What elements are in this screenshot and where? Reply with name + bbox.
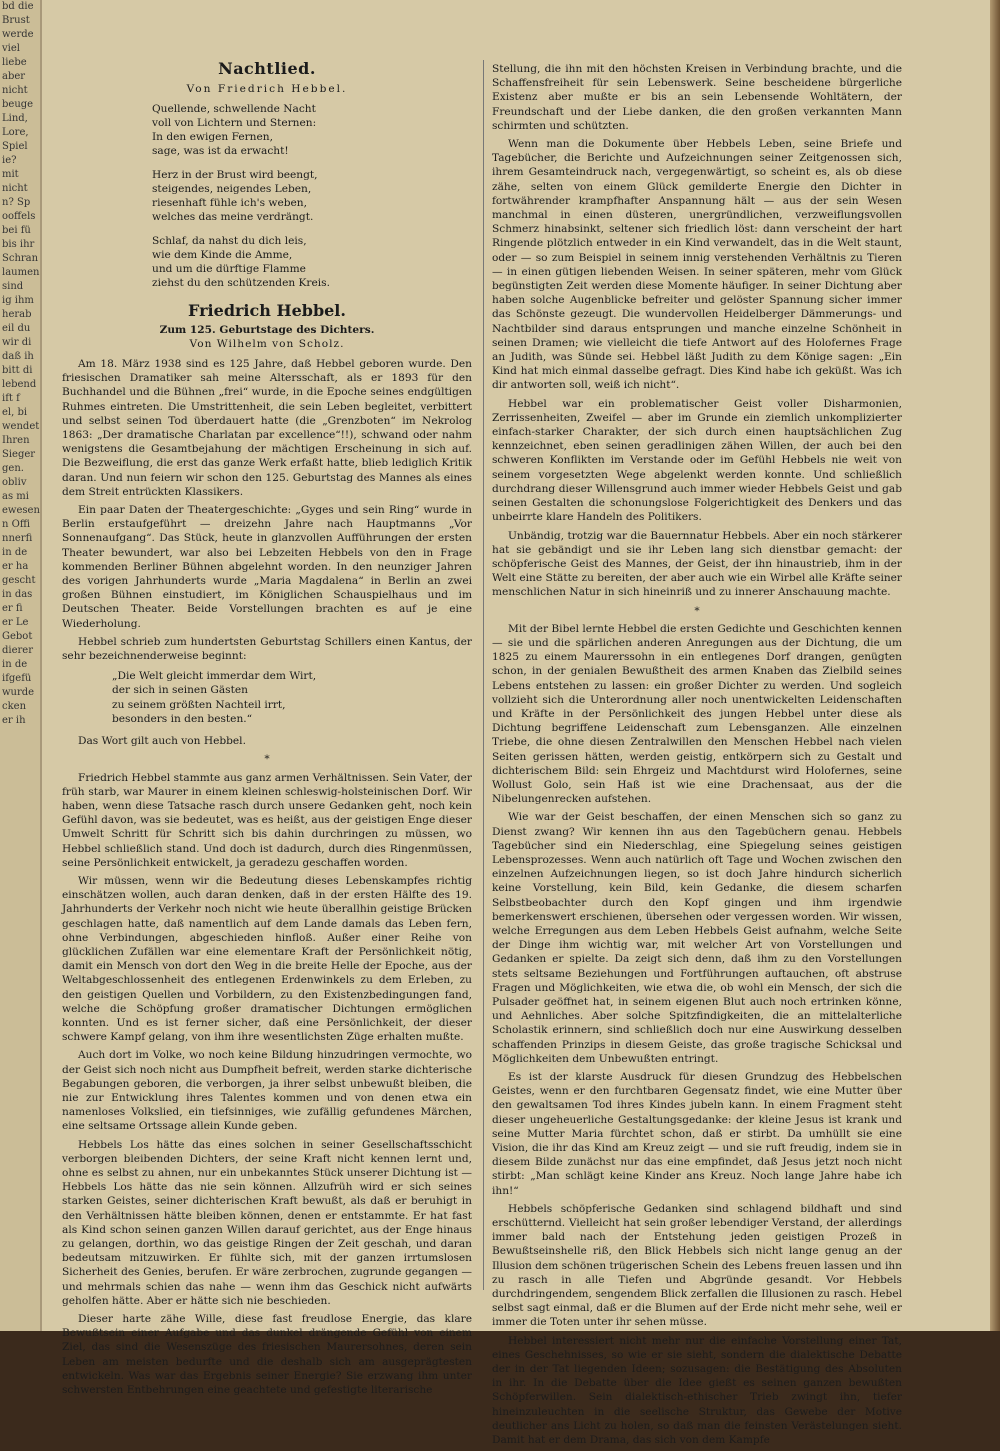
previous-page-fragment: in das [2, 589, 33, 600]
previous-page-fragment: beuge [2, 99, 34, 110]
poem-line: Herz in der Brust wird beengt, [152, 169, 318, 182]
previous-page-fragment: n? Sp [2, 197, 31, 208]
previous-page-fragment: laumen [2, 267, 40, 278]
paragraph: Unbändig, trotzig war die Bauernnatur Hebbels. Aber ein noch stärkerer hat sie gebändigt und sie ihr Leben lang sich dienstbar gemacht: der schöpferische Geist des Mannes, der Geist, der ihn hinaustrieb, ihm in der Welt eine Stätte zu bereiten, der aber auch wie ein Wirbel alle Kräfte seiner menschlichen Natur in sich hineinriß und zu innerer Anschauung machte. [492, 529, 902, 599]
paragraph: Dieser harte zähe Wille, diese fast freudlose Energie, das klare Bewußtsein einer Aufgabe und das dunkel drängende Gefühl von einem Ziel, das sind die Wesenszüge des friesischen Maurersohnes, deren sein Leben am meisten bedurfte und die deshalb sich am ausgeprägtesten entwickeln. Was war das Ergebnis seiner Energie? Sie erzwang ihm unter schwersten Entbehrungen eine geachtete und gefestigte literarische [62, 1313, 472, 1397]
paragraph: Hebbel schrieb zum hundertsten Geburtstag Schillers einen Kantus, der sehr bezeichnenderweise beginnt: [62, 635, 472, 663]
schiller-quote [112, 669, 472, 726]
previous-page-fragment: Gebot [2, 631, 33, 642]
poem-line: ziehst du den schützenden Kreis. [152, 277, 330, 290]
previous-page-fragment: ifgefü [2, 673, 32, 684]
quote-line: zu seinem größten Nachteil irrt, [112, 698, 286, 711]
poem-line: welches das meine verdrängt. [152, 211, 314, 224]
paragraph: Friedrich Hebbel stammte aus ganz armen Verhältnissen. Sein Vater, der früh starb, war Maurer in einem kleinen schleswig-holsteinischen Dorf. Wir haben, wenn diese Tatsache rasch durch unsere Gedanken geht, noch kein Gefühl davon, was sie bedeutet, was es heißt, aus der geistigen Enge dieser Umwelt Schritt für Schritt sich bis dahin durchringen zu müssen, wo Hebbel schließlich stand. Und doch ist dadurch, durch dies Ringenmüssen, seine Persönlichkeit entwickelt, ja geradezu geschaffen worden. [62, 771, 472, 869]
quote-line: der sich in seinen Gästen [112, 684, 248, 697]
previous-page-fragment: Schran [2, 253, 39, 264]
previous-page-fragment: er ih [2, 715, 26, 726]
previous-page-fragment: lebend [2, 379, 37, 390]
previous-page-fragment: herab [2, 309, 32, 320]
poem-body [62, 102, 472, 290]
previous-page-fragment: ig ihm [2, 295, 34, 306]
paragraph: Das Wort gilt auch von Hebbel. [78, 735, 246, 748]
article-title: Friedrich Hebbel. [188, 301, 346, 321]
paragraph: Ein paar Daten der Theatergeschichte: „Gyges und sein Ring“ wurde in Berlin erstaufgeführt — dreizehn Jahre nach Hauptmanns „Vor Sonnenaufgang“. Das Stück, heute in glanzvollen Aufführungen der ersten Theater bewundert, war also bei Lebzeiten Hebbels von den in Frage kommenden Berliner Bühnen abgelehnt worden. In den neunziger Jahren des vorigen Jahrhunderts wurde „Maria Magdalena“ in Berlin an zwei großen Bühnen einstudiert, im Königlichen Schauspielhaus und im Deutschen Theater. Beide Vorstellungen brachten es auf je eine Wiederholung. [62, 504, 472, 630]
previous-page-fragment: Brust [2, 15, 30, 26]
previous-page-fragment: liebe [2, 57, 27, 68]
previous-page-fragment: gescht [2, 575, 36, 586]
previous-page-fragment: in de [2, 547, 28, 558]
previous-page-fragment: ie? [2, 155, 17, 166]
paragraph: Stellung, die ihn mit den höchsten Kreisen in Verbindung brachte, und die Schaffensfreiheit für sein Lebenswerk. Seine bescheidene bürgerliche Existenz aber mußte er bis an sein Lebensende Wohltätern, der Freundschaft und der Liebe danken, die den großen verkannten Mann schirmten und schützten. [492, 63, 902, 132]
previous-page-fragment: nnerfi [2, 533, 33, 544]
paragraph: Hebbel interessiert nicht mehr nur die einfache Vorstellung einer Tat, eines Geschehnisses, so wie er sie sieht, sondern die dialektische Debatte der in der Tat liegenden Ideen; sozusagen: die Bestätigung des Absoluten in ihr. In die Debatte über die Idee gießt es seinen ganzen bewußten Schöpferwillen. Sein dialektisch-ethischer Trieb zwingt ihn, tiefer hineinzuleuchten in die seelische Struktur, das Gewebe der Motive deutlicher ans Licht zu holen, so daß man die feinsten Verästelungen sieht. Damit hat er dem Drama, das sich von dem Kampfe [492, 1334, 902, 1447]
paragraph: Mit der Bibel lernte Hebbel die ersten Gedichte und Geschichten kennen — sie und die spärlichen anderen Anregungen aus der Dichtung, die um 1825 zu einem Maurerssohn in ein entlegenes Dorf drangen, genügten schon, in der genialen Bewußtheit des armen Knaben das Zielbild seines Lebens entstehen zu lassen: ein großer Dichter zu werden. Und sogleich vollzieht sich die Unterordnung aller noch unentwickelten Leidenschaften und Kräfte in der Persönlichkeit des jungen Hebbel unter diese als Dichtung begriffene Leidenschaft zum Lebensganzen. Alle einzelnen Triebe, die ohne diesen Zentralwillen den Menschen Hebbel nach vielen Seiten gerissen hätten, werden geistig, entkörpern sich zu Gestalt und dichterischem Bild: sein Ehrgeiz und Machtdurst wird Holofernes, seine Wollust Golo, sein Haß ist wie eine Drachensaat, aus der die Nibelungenrecken aufstehen. [492, 622, 902, 806]
previous-page-fragment: Ihren [2, 435, 30, 446]
poem-stanza [152, 102, 472, 158]
previous-page-fragment: eil du [2, 323, 31, 334]
previous-page-fragment: Lind, [2, 113, 28, 124]
paragraph: Am 18. März 1938 sind es 125 Jahre, daß Hebbel geboren wurde. Den friesischen Dramatiker sah meine Altersschaft, als er 1893 für den Buchhandel und die Bühnen „frei“ wurde, in die Epoche seines endgültigen Ruhmes eintreten. Die Umstrittenheit, die sein Leben begleitet, verbittert und selbst seinen Tod überdauert hatte (die „Grenzboten“ im Nekrolog 1863: „Der dramatische Charlatan par excellence“!!), schwand oder nahm wenigstens die Gesamtbejahung der mächtigen Erscheinung in sich auf. Die Bezweiflung, die erst das ganze Werk erfaßt hatte, blieb lediglich Kritik daran. Und nun feiern wir schon den 125. Geburtstag des Mannes als eines dem Streit entrückten Klassikers. [62, 358, 472, 498]
previous-page-fragment: werde [2, 29, 34, 40]
page-binding-shadow [990, 0, 1000, 1331]
poem-line: In den ewigen Fernen, [152, 131, 273, 144]
poem-line: und um die dürftige Flamme [152, 263, 306, 276]
column-divider [483, 60, 484, 1290]
previous-page-fragment: gen. [2, 463, 24, 474]
poem-line: voll von Lichtern und Sternen: [152, 117, 317, 130]
previous-page-fragment: wurde [2, 687, 35, 698]
previous-page-fragment: wir di [2, 337, 32, 348]
poem-line: Quellende, schwellende Nacht [152, 103, 316, 116]
previous-page-fragment: Sieger [2, 449, 36, 460]
paragraph: Es ist der klarste Ausdruck für diesen Grundzug des Hebbelschen Geistes, wenn er den furchtbaren Gegensatz findet, wie eine Mutter über den gewaltsamen Tod ihres Kindes jubeln kann. In einem Fragment steht dieser ungeheuerliche Gestaltungsgedanke: der kleine Jesus ist krank und seine Mutter Maria fürchtet schon, daß er stirbt. Da umhüllt sie eine Vision, die ihr das Kind am Kreuz zeigt — und sie ruft freudig, indem sie in diesem Bilde zunächst nur das eine empfindet, daß Jesus jetzt noch nicht stirbt: „Man schlägt keine Kinder ans Kreuz. Noch lange Jahre habe ich ihn!“ [492, 1071, 902, 1197]
previous-page-fragment: bitt di [2, 365, 33, 376]
poem-line: sage, was ist da erwacht! [152, 145, 289, 158]
previous-page-fragment: in de [2, 659, 28, 670]
poem-byline: Von Friedrich Hebbel. [186, 83, 348, 96]
paragraph: Wie war der Geist beschaffen, der einen Menschen sich so ganz zu Dienst zwang? Wir kennen ihn aus den Tagebüchern genau. Hebbels Tagebücher sind ein Niederschlag, eine Spiegelung seines geistigen Lebensprozesses. Wenn auch natürlich oft Tage und Wochen zwischen den einzelnen Aufzeichnungen liegen, so ist doch Jahre hindurch sicherlich keine Vorstellung, kein Bild, kein Gedanke, die diesem scharfen Selbstbeobachter durch den Kopf gingen und ihm irgendwie bemerkenswert erschienen, übersehen oder vergessen worden. Wir wissen, welche Erregungen aus dem Leben Hebbels Geist aufnahm, welche Seite der Dinge ihm wichtig war, mit welcher Art von Vorstellungen und Gedanken er spielte. Da zeigt sich denn, daß ihm zu den Vorstellungen stets seltsame Beziehungen und Fortführungen auftauchen, oft abstruse Fragen und Möglichkeiten, wie etwa die, ob wohl ein Mensch, der sich die Pulsader geöffnet hat, in seinem eigenen Blut auch noch ertrinken könne, und Aehnliches. Aber solche Spitzfindigkeiten, die an mittelalterliche Scholastik erinnern, sind schließlich doch nur eine Auswirkung desselben schaffenden Prinzips in diesem Geiste, das große tragische Schicksal und Möglichkeiten dem Unbewußten entringt. [492, 811, 902, 1065]
poem-line: riesenhaft fühle ich's weben, [152, 197, 307, 210]
paragraph: Wir müssen, wenn wir die Bedeutung dieses Lebenskampfes richtig einschätzen wollen, auch daran denken, daß in der ersten Hälfte des 19. Jahrhunderts der Verkehr noch nicht wie heute überallhin geistige Brücken geschlagen hatte, daß namentlich auf dem Lande damals das Leben fern, ohne Verbindungen, abgeschieden hinfloß. Außer einer Reihe von glücklichen Zufällen war eine elementare Kraft der Persönlichkeit nötig, damit ein Mensch von dort den Weg in die breite Helle der Epoche, aus der Weltabgeschlossenheit des entlegenen Erdenwinkels zu dem Erleben, zu den geistigen Quellen und Vorbildern, zu den Existenzbedingungen fand, welche die Schöpfung großer dramatischer Dichtungen ermöglichen konnten. Und es ist ferner sicher, daß eine Persönlichkeit, der dieser schwere Kampf gelang, von ihm ihre wesentlichsten Züge erhalten mußte. [62, 874, 472, 1044]
left-column [62, 58, 472, 1401]
poem-stanza [152, 234, 472, 290]
previous-page-edge [0, 0, 42, 1331]
article-subtitle: Zum 125. Geburtstage des Dichters. [159, 323, 375, 336]
previous-page-fragment: nicht [2, 85, 28, 96]
previous-page-fragment: sind [2, 281, 24, 292]
poem-line: steigendes, neigendes Leben, [152, 183, 312, 196]
previous-page-fragment: el, bi [2, 407, 28, 418]
previous-page-fragment: as mi [2, 491, 29, 502]
previous-page-fragment: n Offi [2, 519, 31, 530]
article-intro [62, 357, 472, 663]
previous-page-fragment: bis ihr [2, 239, 35, 250]
previous-page-fragment: Spiel [2, 141, 28, 152]
paragraph: Hebbels schöpferische Gedanken sind schlagend bildhaft und sind erschütternd. Vielleicht hat sein großer lebendiger Verstand, der allerdings immer bald nach der Entstehung jeden geistigen Prozeß in Bewußtseinshelle riß, den Blick Hebbels sich nicht lange genug an der Illusion dem schönen trügerischen Schein des Lebens freuen lassen und ihn zu rasch in alle Tiefen und Abgründe gesandt. Vor Hebbels durchdringendem, sengendem Blick zerfallen die Illusionen zu rasch. Hebel selbst sagt einmal, daß er die Blumen auf der Erde nicht mehr sehe, weil er immer die Toten unter ihr sehen müsse. [492, 1202, 902, 1329]
poem-title: Nachtlied. [218, 59, 316, 78]
poem-line: Schlaf, da nahst du dich leis, [152, 235, 307, 248]
previous-page-fragment: obliv [2, 477, 27, 488]
previous-page-fragment: nicht [2, 183, 28, 194]
previous-page-fragment: cken [2, 701, 27, 712]
paragraph: Wenn man die Dokumente über Hebbels Leben, seine Briefe und Tagebücher, die Berichte und Aufzeichnungen seiner Zeitgenossen sich, ihrem Gesamteindruck nach, vergegenwärtigt, so scheint es, als ob diese zähe, selten von einem Glück gemilderte Energie den Dichter in fortwährender krampfhafter Anspannung hält — aus der sein Wesen manchmal in einen düsteren, unergründlichen, verzweiflungsvollen Schmerz hinabsinkt, seltener sich friedlich löst: dann verscheint der hart Ringende plötzlich entweder in ein Kind verwandelt, das in die Welt staunt, oder — so zum Beispiel in seinem innig verstehenden Verhältnis zu Tieren — in einen gütigen liebenden Weisen. In seiner späteren, mehr vom Glück begünstigten Zeit werden diese Momente häufiger. In seiner Dichtung aber haben solche Augenblicke befreiter und gelöster Spannung sicher immer das Schönste gezeugt. Die wundervollen Heidelberger Dämmerungs- und Nachtbilder sind daraus entsprungen und manche einzelne Schönheit in seinen Dramen; wie vielleicht die tiefe Antwort auf des Holofernes Frage an Judith, was Sünde sei. Hebbel läßt Judith zu dem Könige sagen: „Ein Kind hat mich einmal dasselbe gefragt. Dies Kind habe ich geküßt. Was ich dir antworten soll, weiß ich nicht“. [492, 138, 902, 392]
previous-page-fragment: bei fü [2, 225, 31, 236]
previous-page-fragment: ift f [2, 393, 20, 404]
previous-page-fragment: aber [2, 71, 26, 82]
previous-page-fragment: Lore, [2, 127, 29, 138]
previous-page-fragment: ooffels [2, 211, 36, 222]
previous-page-fragment: er Le [2, 617, 29, 628]
quote-line: besonders in den besten.“ [112, 712, 253, 725]
previous-page-fragment: ewesen [2, 505, 40, 516]
previous-page-fragment: er fi [2, 603, 23, 614]
previous-page-fragment: mit [2, 169, 19, 180]
quote-line: „Die Welt gleicht immerdar dem Wirt, [112, 670, 317, 683]
paragraph: Hebbel war ein problematischer Geist voller Disharmonien, Zerrissenheiten, Zweifel — aber im Grunde ein ziemlich unkomplizierter einfach-starker Charakter, der sich durch einen hauptsächlichen Zug kennzeichnet, eben seinen geradlinigen zähen Willen, der auch bei den schweren Konflikten im Verstande oder im Gefühl Hebbels nie weit von seinem vorgesetzten Wege abgelenkt werden konnte. Und schließlich durchdrang dieser Willensgrund auch immer wieder Hebbels Geist und gab seinen Gestalten die schonungslose Folgerichtigkeit des Denkers und das unbeirrte klare Handeln des Politikers. [492, 397, 902, 524]
previous-page-fragment: wendet [2, 421, 40, 432]
previous-page-fragment: dierer [2, 645, 33, 656]
poem-line: wie dem Kinde die Amme, [152, 249, 293, 262]
section-separator: * [264, 753, 270, 766]
paragraph: Auch dort im Volke, wo noch keine Bildung hinzudringen vermochte, wo der Geist sich noch nicht aus Dumpfheit befreit, werden starke dichterische Begabungen geboren, die verborgen, ja ihrer selbst unbewußt bleiben, die nie zur Entwicklung ihres Talentes kommen und von denen etwa ein namenloses Volkslied, ein tiefsinniges, wie zufällig gefundenes Märchen, eine seltsame Ortssage allein Kunde geben. [62, 1049, 472, 1133]
section-separator: * [694, 604, 700, 617]
previous-page-fragment: daß ih [2, 351, 34, 362]
poem-stanza [152, 168, 472, 224]
right-column [492, 62, 902, 1451]
previous-page-fragment: viel [2, 43, 20, 54]
article-left-body [62, 771, 472, 1398]
previous-page-fragment: er ha [2, 561, 29, 572]
article-byline: Von Wilhelm von Scholz. [189, 337, 345, 350]
previous-page-fragment: bd die [2, 1, 34, 12]
paragraph: Hebbels Los hätte das eines solchen in seiner Gesellschaftsschicht verborgen bleibenden Dichters, der seine Kraft nicht kennen lernt und, ohne es selbst zu ahnen, nur ein unbekanntes Stück unserer Dichtung ist — Hebbels Los hätte das nie sein können. Allzufrüh wird er sich seines starken Geistes, seiner dichterischen Kraft bewußt, als daß er beruhigt in den Verhältnissen hätte bleiben können, denen er entstammte. Er hat fast als Kind schon seinen ganzen Willen darauf gerichtet, aus der Enge hinaus zu gelangen, dorthin, wo das geistige Ringen der Zeit geschah, und daran bedeutsam mitzuwirken. Er fühlte sich, mit der ganzen irrtumslosen Sicherheit des Genies, berufen. Er wäre zerbrochen, zugrunde gegangen — und mehrmals schien das nahe — wenn ihm das Geschick nicht aufwärts geholfen hätte. Aber er hätte sich nie beschieden. [62, 1138, 472, 1307]
